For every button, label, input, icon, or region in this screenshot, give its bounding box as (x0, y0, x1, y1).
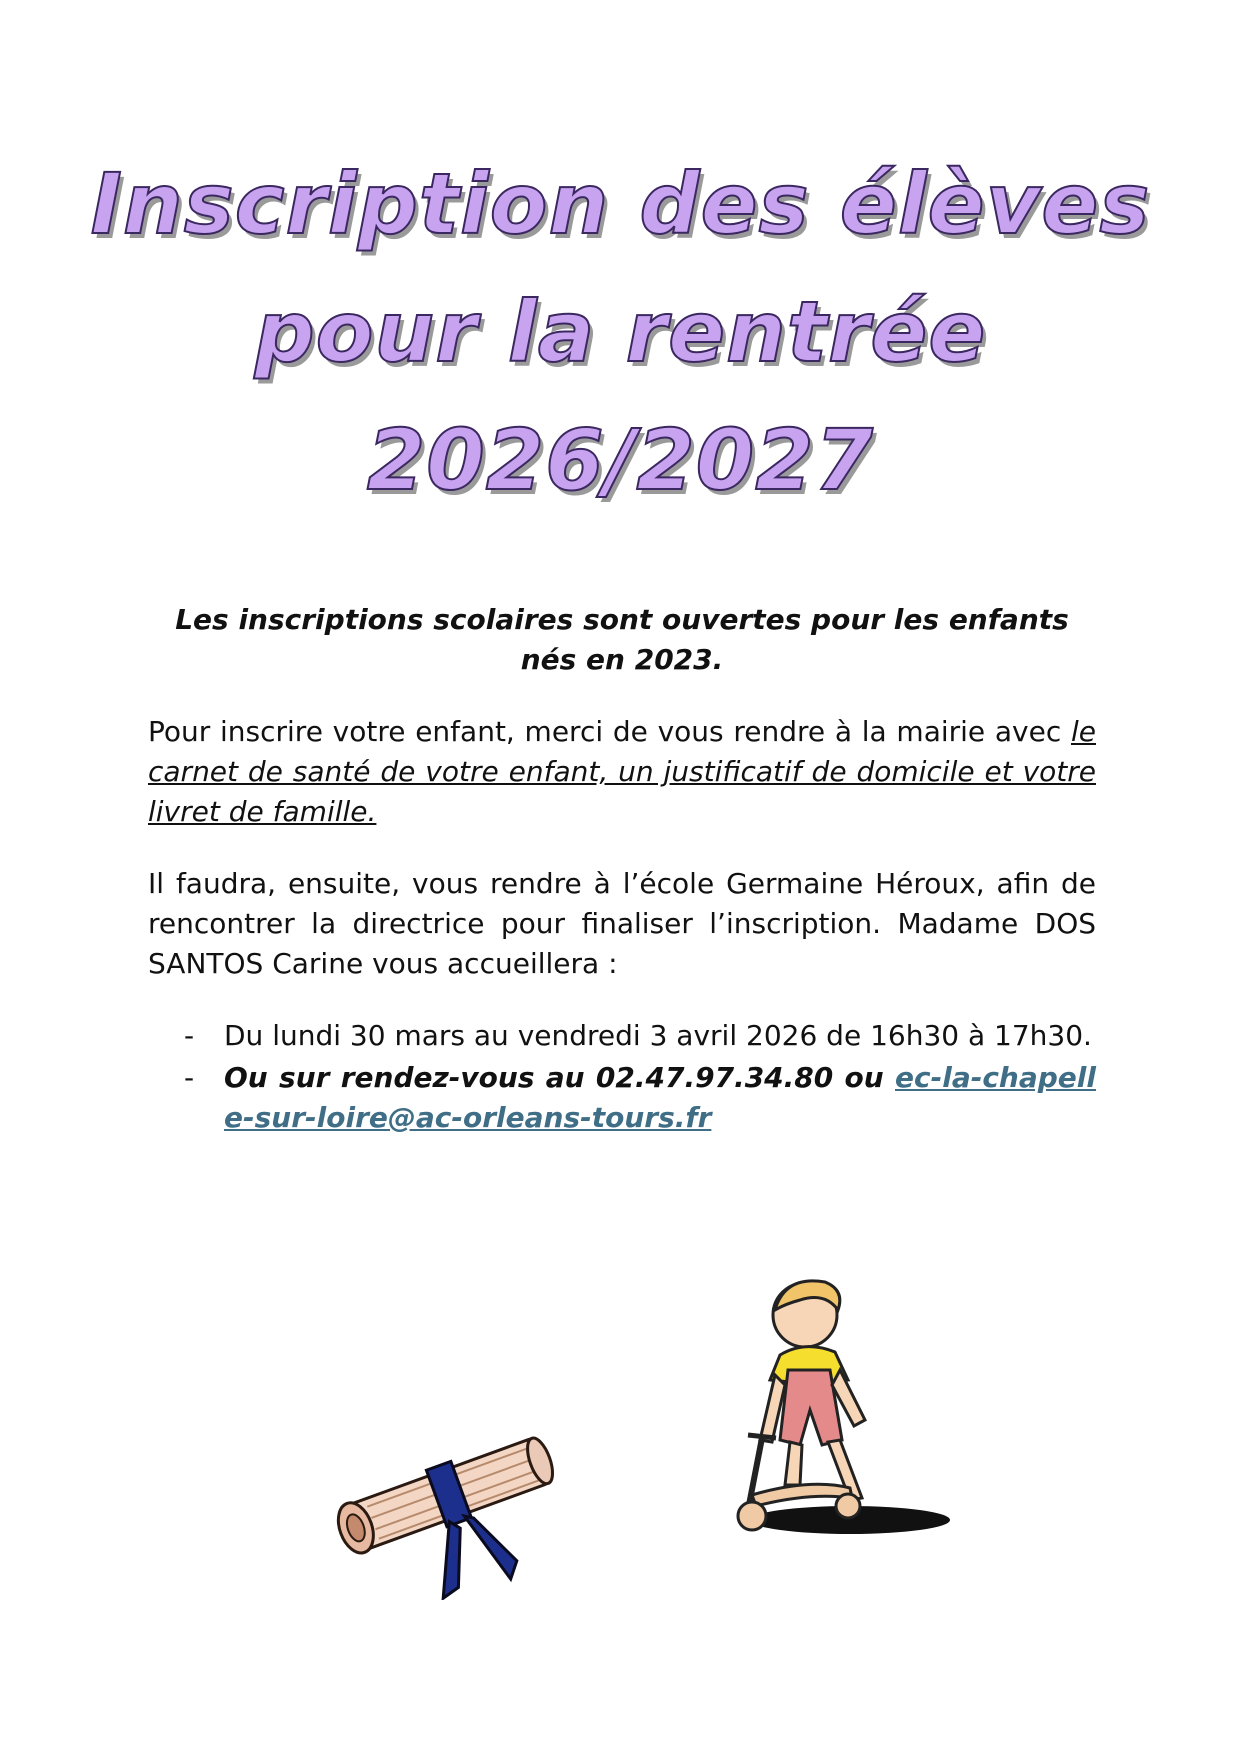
intro-line-2: nés en 2023. (520, 643, 724, 676)
child-on-scooter-icon (730, 1270, 950, 1540)
list-dash: - (184, 1061, 195, 1094)
list-item (184, 1058, 1096, 1138)
list-dash: - (184, 1019, 195, 1052)
paragraph-documents (148, 712, 1096, 832)
title-line-3: 2026/2027 (366, 411, 875, 509)
diploma-scroll-icon (330, 1400, 570, 1600)
title-line-2: pour la rentrée (254, 283, 987, 381)
title-line-1: Inscription des élèves (90, 155, 1151, 253)
email-link[interactable]: ec-la-chapelle-sur-loire@ac-orleans-tours.fr (224, 1061, 1096, 1134)
intro-line-1: Les inscriptions scolaires sont ouvertes pour les enfants (175, 603, 1069, 636)
required-documents: le carnet de santé de votre enfant, un justificatif de domicile et votre livret de famille. (148, 715, 1096, 828)
schedule-list (148, 1016, 1096, 1138)
paragraph-documents-text: Pour inscrire votre enfant, merci de vous rendre à la mairie avec (148, 715, 1071, 748)
intro-statement (148, 600, 1096, 680)
list-item (184, 1016, 1096, 1056)
schedule-dates: Du lundi 30 mars au vendredi 3 avril 2026 de 16h30 à 17h30. (224, 1019, 1092, 1052)
page-title (0, 140, 1241, 524)
paragraph-school: Il faudra, ensuite, vous rendre à l’école Germaine Héroux, afin de rencontrer la directrice pour finaliser l’inscription. Madame DOS SANTOS Carine vous accueillera : (148, 867, 1096, 980)
appointment-text: Ou sur rendez-vous au 02.47.97.34.80 ou (224, 1061, 896, 1094)
notice-body (148, 600, 1096, 1140)
